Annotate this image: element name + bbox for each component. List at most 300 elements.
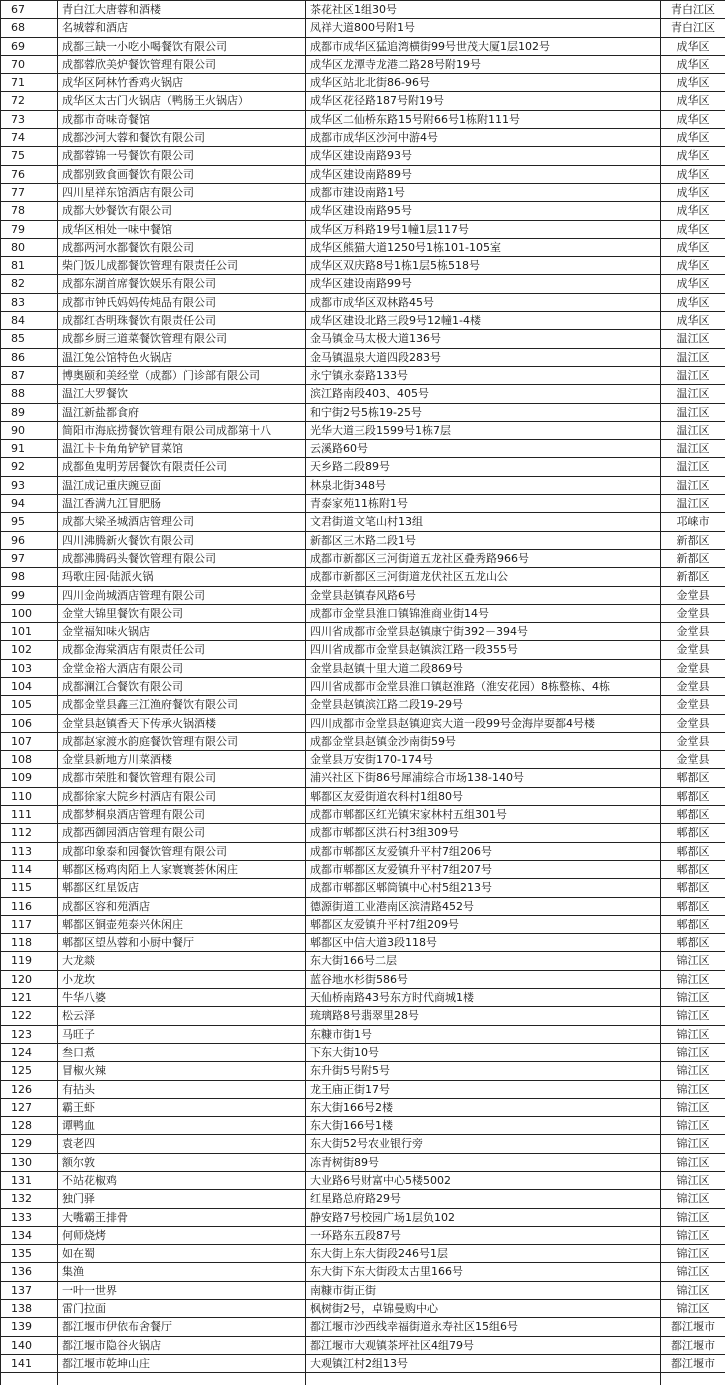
table-row — [1, 458, 725, 476]
restaurant-address-cell: 成都市成华区沙河中游4号 — [306, 129, 661, 147]
restaurant-address-cell: 一环路东五段87号 — [306, 1226, 661, 1244]
row-number-cell: 141 — [1, 1354, 58, 1372]
district-cell: 锦江区 — [661, 1062, 725, 1080]
restaurant-name-cell: 郫都区杨鸡肉陌上人家寰寰荟休闲庄 — [58, 860, 306, 878]
table-row-partial — [1, 1373, 725, 1385]
row-number-cell: 102 — [1, 641, 58, 659]
restaurant-address-cell: 成都市金堂县淮口镇锦淮商业街14号 — [306, 604, 661, 622]
restaurant-address-cell: 东大街166号1楼 — [306, 1117, 661, 1135]
table-row — [1, 165, 725, 183]
restaurant-address-cell: 金堂县赵镇春风路6号 — [306, 586, 661, 604]
restaurant-address-cell: 金马镇温泉大道四段283号 — [306, 348, 661, 366]
restaurant-name-cell: 何师烧烤 — [58, 1226, 306, 1244]
row-number-cell: 72 — [1, 92, 58, 110]
district-cell: 锦江区 — [661, 1153, 725, 1171]
district-cell: 锦江区 — [661, 1208, 725, 1226]
table-row — [1, 677, 725, 695]
row-number-cell: 116 — [1, 897, 58, 915]
restaurant-address-cell: 东大街52号农业银行旁 — [306, 1135, 661, 1153]
restaurant-name-cell: 成华区太古门火锅店（鸭肠王火锅店） — [58, 92, 306, 110]
row-number-cell: 99 — [1, 586, 58, 604]
table-row — [1, 92, 725, 110]
row-number-cell: 85 — [1, 330, 58, 348]
table-row — [1, 513, 725, 531]
restaurant-address-cell: 滨江路南段403、405号 — [306, 385, 661, 403]
table-row — [1, 1080, 725, 1098]
row-number-cell: 129 — [1, 1135, 58, 1153]
district-cell: 金堂县 — [661, 696, 725, 714]
district-cell: 金堂县 — [661, 732, 725, 750]
table-row — [1, 476, 725, 494]
district-cell: 郫都区 — [661, 787, 725, 805]
restaurant-address-cell: 成都市建设南路1号 — [306, 183, 661, 201]
row-number-cell: 94 — [1, 495, 58, 513]
restaurant-name-cell: 成都东湖首席餐饮娱乐有限公司 — [58, 275, 306, 293]
row-number-cell: 96 — [1, 531, 58, 549]
table-row — [1, 1208, 725, 1226]
restaurant-name-cell: 成都乡厨三道菜餐饮管理有限公司 — [58, 330, 306, 348]
row-number-cell: 101 — [1, 623, 58, 641]
table-row — [1, 257, 725, 275]
restaurant-name-cell: 成都赵家渡水韵庭餐饮管理有限公司 — [58, 732, 306, 750]
restaurant-name-cell: 袁老四 — [58, 1135, 306, 1153]
district-cell: 锦江区 — [661, 1098, 725, 1116]
district-cell: 郫都区 — [661, 915, 725, 933]
restaurant-name-cell: 不站花椒鸡 — [58, 1172, 306, 1190]
district-cell: 成华区 — [661, 275, 725, 293]
restaurant-name-cell: 大嘴霸王排骨 — [58, 1208, 306, 1226]
restaurant-address-cell: 成都市郫都区郫筒镇中心村5组213号 — [306, 879, 661, 897]
row-number-cell: 124 — [1, 1043, 58, 1061]
row-number-cell: 110 — [1, 787, 58, 805]
row-number-cell: 91 — [1, 440, 58, 458]
restaurant-name-cell: 成都红杏明珠餐饮有限责任公司 — [58, 312, 306, 330]
restaurant-name-cell: 成都沙河大蓉和餐饮有限公司 — [58, 129, 306, 147]
row-number-cell: 134 — [1, 1226, 58, 1244]
district-cell: 郫都区 — [661, 934, 725, 952]
row-number-cell: 89 — [1, 403, 58, 421]
table-row — [1, 147, 725, 165]
district-cell: 新都区 — [661, 531, 725, 549]
restaurant-name-cell: 大龙燚 — [58, 952, 306, 970]
restaurant-name-cell: 四川星祥东馆酒店有限公司 — [58, 183, 306, 201]
restaurant-name-cell: 郫都区红星饭店 — [58, 879, 306, 897]
district-cell: 锦江区 — [661, 1135, 725, 1153]
row-number-cell: 125 — [1, 1062, 58, 1080]
table-row — [1, 37, 725, 55]
restaurant-name-cell: 成都市荣胜和餐饮管理有限公司 — [58, 769, 306, 787]
restaurant-name-cell: 成都印象泰和园餐饮管理有限公司 — [58, 842, 306, 860]
row-number-cell: 118 — [1, 934, 58, 952]
row-number-cell: 84 — [1, 312, 58, 330]
row-number-cell: 83 — [1, 293, 58, 311]
partial-cell — [661, 1373, 725, 1385]
restaurant-name-cell: 额尔敦 — [58, 1153, 306, 1171]
district-cell: 温江区 — [661, 403, 725, 421]
district-cell: 锦江区 — [661, 989, 725, 1007]
restaurant-address-cell: 成都市成华区猛追湾横街99号世茂大厦1层102号 — [306, 37, 661, 55]
row-number-cell: 88 — [1, 385, 58, 403]
district-cell: 成华区 — [661, 110, 725, 128]
district-cell: 温江区 — [661, 330, 725, 348]
restaurant-name-cell: 名城蓉和酒店 — [58, 19, 306, 37]
row-number-cell: 135 — [1, 1245, 58, 1263]
row-number-cell: 122 — [1, 1007, 58, 1025]
table-row — [1, 787, 725, 805]
district-cell: 锦江区 — [661, 1007, 725, 1025]
table-row — [1, 970, 725, 988]
restaurant-address-cell: 成华区建设北路三段9号12幢1-4楼 — [306, 312, 661, 330]
restaurant-name-cell: 都江堰市伊依布舍餐厅 — [58, 1318, 306, 1336]
table-row — [1, 1098, 725, 1116]
district-cell: 都江堰市 — [661, 1318, 725, 1336]
restaurant-address-cell: 浦兴社区下街86号犀浦综合市场138-140号 — [306, 769, 661, 787]
restaurant-name-cell: 金堂大锦里餐饮有限公司 — [58, 604, 306, 622]
restaurant-name-cell: 有拈头 — [58, 1080, 306, 1098]
restaurant-address-cell: 东大街上东大街段246号1层 — [306, 1245, 661, 1263]
row-number-cell: 97 — [1, 549, 58, 567]
table-row — [1, 659, 725, 677]
restaurant-address-cell: 成都金堂县赵镇金沙南街59号 — [306, 732, 661, 750]
table-row — [1, 586, 725, 604]
table-row — [1, 879, 725, 897]
restaurant-name-cell: 成都别致食画餐饮有限公司 — [58, 165, 306, 183]
restaurant-name-cell: 成都沸腾码头餐饮管理有限公司 — [58, 549, 306, 567]
restaurant-name-cell: 成都徐家大院乡村酒店有限公司 — [58, 787, 306, 805]
restaurant-name-cell: 成都三缺一小吃小喝餐饮有限公司 — [58, 37, 306, 55]
restaurant-name-cell: 成都两河水都餐饮有限公司 — [58, 238, 306, 256]
district-cell: 锦江区 — [661, 1080, 725, 1098]
restaurant-name-cell: 成都大妙餐饮有限公司 — [58, 202, 306, 220]
restaurant-name-cell: 成都西御园酒店管理有限公司 — [58, 824, 306, 842]
table-row — [1, 641, 725, 659]
table-row — [1, 183, 725, 201]
restaurant-address-cell: 成都市新都区三河街道龙伏社区五龙山公 — [306, 568, 661, 586]
restaurant-name-cell: 四川沸腾新火餐饮有限公司 — [58, 531, 306, 549]
row-number-cell: 108 — [1, 751, 58, 769]
table-row — [1, 74, 725, 92]
district-cell: 邛崃市 — [661, 513, 725, 531]
restaurant-name-cell: 马旺子 — [58, 1025, 306, 1043]
row-number-cell: 123 — [1, 1025, 58, 1043]
restaurant-address-cell: 青泰家苑11栋附1号 — [306, 495, 661, 513]
restaurant-address-cell: 金马镇金马太极大道136号 — [306, 330, 661, 348]
district-cell: 锦江区 — [661, 1190, 725, 1208]
district-cell: 青白江区 — [661, 19, 725, 37]
table-row — [1, 55, 725, 73]
table-row — [1, 1190, 725, 1208]
restaurant-name-cell: 金堂金裕大酒店有限公司 — [58, 659, 306, 677]
row-number-cell: 100 — [1, 604, 58, 622]
table-row — [1, 1062, 725, 1080]
row-number-cell: 104 — [1, 677, 58, 695]
restaurant-address-cell: 林泉北街348号 — [306, 476, 661, 494]
restaurant-name-cell: 小龙坎 — [58, 970, 306, 988]
row-number-cell: 78 — [1, 202, 58, 220]
row-number-cell: 75 — [1, 147, 58, 165]
restaurant-address-cell: 成华区二仙桥东路15号附66号1栋附111号 — [306, 110, 661, 128]
restaurant-address-cell: 郫都区中信大道3段118号 — [306, 934, 661, 952]
row-number-cell: 105 — [1, 696, 58, 714]
district-cell: 郫都区 — [661, 842, 725, 860]
row-number-cell: 131 — [1, 1172, 58, 1190]
table-row — [1, 897, 725, 915]
table-row — [1, 1281, 725, 1299]
row-number-cell: 74 — [1, 129, 58, 147]
district-cell: 成华区 — [661, 238, 725, 256]
table-row — [1, 531, 725, 549]
row-number-cell: 98 — [1, 568, 58, 586]
row-number-cell: 132 — [1, 1190, 58, 1208]
table-row — [1, 915, 725, 933]
restaurant-name-cell: 郫都区铜壶苑泰兴休闲庄 — [58, 915, 306, 933]
restaurant-address-cell: 新都区三木路二段1号 — [306, 531, 661, 549]
restaurant-name-cell: 成都蓉欣美炉餐饮管理有限公司 — [58, 55, 306, 73]
table-row — [1, 1318, 725, 1336]
row-number-cell: 71 — [1, 74, 58, 92]
restaurant-address-cell: 天乡路二段89号 — [306, 458, 661, 476]
row-number-cell: 70 — [1, 55, 58, 73]
restaurant-address-cell: 成都市新都区三河街道五龙社区叠秀路966号 — [306, 549, 661, 567]
table-row — [1, 330, 725, 348]
row-number-cell: 112 — [1, 824, 58, 842]
district-cell: 温江区 — [661, 348, 725, 366]
district-cell: 温江区 — [661, 476, 725, 494]
partial-cell — [58, 1373, 306, 1385]
restaurant-address-cell: 金堂县赵镇滨江路二段19-29号 — [306, 696, 661, 714]
row-number-cell: 137 — [1, 1281, 58, 1299]
table-row — [1, 202, 725, 220]
district-cell: 成华区 — [661, 257, 725, 275]
row-number-cell: 103 — [1, 659, 58, 677]
restaurant-address-cell: 金堂县赵镇十里大道二段869号 — [306, 659, 661, 677]
restaurant-address-cell: 成华区花径路187号附19号 — [306, 92, 661, 110]
district-cell: 金堂县 — [661, 714, 725, 732]
restaurant-name-cell: 郫都区望丛蓉和小厨中餐厅 — [58, 934, 306, 952]
restaurant-name-cell: 如在蜀 — [58, 1245, 306, 1263]
restaurant-name-cell: 集渔 — [58, 1263, 306, 1281]
table-row — [1, 366, 725, 384]
restaurant-name-cell: 成都澜江合餐饮有限公司 — [58, 677, 306, 695]
district-cell: 成华区 — [661, 147, 725, 165]
row-number-cell: 114 — [1, 860, 58, 878]
restaurant-address-cell: 文君街道文笔山村13组 — [306, 513, 661, 531]
row-number-cell: 128 — [1, 1117, 58, 1135]
row-number-cell: 111 — [1, 806, 58, 824]
restaurant-name-cell: 温江成记重庆豌豆面 — [58, 476, 306, 494]
table-row — [1, 293, 725, 311]
table-row — [1, 989, 725, 1007]
table-row — [1, 714, 725, 732]
table-row — [1, 1300, 725, 1318]
restaurant-address-cell: 大业路6号财富中心5楼5002 — [306, 1172, 661, 1190]
table-row — [1, 1007, 725, 1025]
district-cell: 锦江区 — [661, 970, 725, 988]
district-cell: 郫都区 — [661, 824, 725, 842]
district-cell: 成华区 — [661, 129, 725, 147]
district-cell: 成华区 — [661, 55, 725, 73]
restaurant-name-cell: 谭鸭血 — [58, 1117, 306, 1135]
table-row — [1, 860, 725, 878]
district-cell: 成华区 — [661, 183, 725, 201]
restaurant-address-cell: 静安路7号校园广场1层负102 — [306, 1208, 661, 1226]
restaurant-address-cell: 成华区建设南路99号 — [306, 275, 661, 293]
table-row — [1, 495, 725, 513]
table-row — [1, 549, 725, 567]
restaurant-address-cell: 成华区龙潭寺龙港二路28号附19号 — [306, 55, 661, 73]
restaurant-address-cell: 和宁街2号5栋19-25号 — [306, 403, 661, 421]
table-row — [1, 732, 725, 750]
table-row — [1, 1153, 725, 1171]
district-cell: 温江区 — [661, 458, 725, 476]
row-number-cell: 130 — [1, 1153, 58, 1171]
restaurant-address-cell: 成华区站北北街86-96号 — [306, 74, 661, 92]
table-row — [1, 1226, 725, 1244]
restaurant-address-cell: 都江堰市沙西线幸福街道永寿社区15组6号 — [306, 1318, 661, 1336]
restaurant-address-cell: 蓝谷地水杉街586号 — [306, 970, 661, 988]
restaurant-name-cell: 玛歌庄园·陆派火锅 — [58, 568, 306, 586]
row-number-cell: 115 — [1, 879, 58, 897]
row-number-cell: 68 — [1, 19, 58, 37]
restaurant-name-cell: 牛华八婆 — [58, 989, 306, 1007]
restaurant-address-cell: 成华区建设南路89号 — [306, 165, 661, 183]
district-cell: 温江区 — [661, 385, 725, 403]
row-number-cell: 67 — [1, 1, 58, 19]
restaurant-name-cell: 成都市钟氏妈妈传炖品有限公司 — [58, 293, 306, 311]
restaurant-name-cell: 简阳市海底捞餐饮管理有限公司成都第十八 — [58, 421, 306, 439]
table-row — [1, 806, 725, 824]
restaurant-address-cell: 都江堰市大观镇茶坪社区4组79号 — [306, 1336, 661, 1354]
row-number-cell: 69 — [1, 37, 58, 55]
restaurant-address-cell: 天仙桥南路43号东方时代商城1楼 — [306, 989, 661, 1007]
district-cell: 锦江区 — [661, 1043, 725, 1061]
row-number-cell: 113 — [1, 842, 58, 860]
restaurant-name-cell: 松云泽 — [58, 1007, 306, 1025]
district-cell: 成华区 — [661, 92, 725, 110]
table-row — [1, 275, 725, 293]
restaurant-address-cell: 成华区熊猫大道1250号1栋101-105室 — [306, 238, 661, 256]
district-cell: 锦江区 — [661, 1300, 725, 1318]
restaurant-name-cell: 叁口煮 — [58, 1043, 306, 1061]
row-number-cell: 138 — [1, 1300, 58, 1318]
restaurant-address-cell: 东升街5号附5号 — [306, 1062, 661, 1080]
district-cell: 青白江区 — [661, 1, 725, 19]
restaurant-address-cell: 郫都区友爱镇升平村7组209号 — [306, 915, 661, 933]
row-number-cell: 82 — [1, 275, 58, 293]
restaurant-name-cell: 温江新盐都食府 — [58, 403, 306, 421]
table-row — [1, 1245, 725, 1263]
row-number-cell: 86 — [1, 348, 58, 366]
restaurant-address-cell: 成华区万科路19号1幢1层117号 — [306, 220, 661, 238]
restaurant-address-cell: 枫树街2号，卓锦曼购中心 — [306, 1300, 661, 1318]
table-row — [1, 1025, 725, 1043]
restaurant-address-cell: 成华区建设南路93号 — [306, 147, 661, 165]
restaurant-address-cell: 金堂县万安街170-174号 — [306, 751, 661, 769]
restaurant-name-cell: 成都区容和苑酒店 — [58, 897, 306, 915]
row-number-cell: 133 — [1, 1208, 58, 1226]
table-row — [1, 19, 725, 37]
district-cell: 都江堰市 — [661, 1336, 725, 1354]
table-row — [1, 312, 725, 330]
row-number-cell: 119 — [1, 952, 58, 970]
restaurant-name-cell: 成都蓉锦一号餐饮有限公司 — [58, 147, 306, 165]
row-number-cell: 127 — [1, 1098, 58, 1116]
restaurant-address-cell: 成都市郫都区友爱镇升平村7组206号 — [306, 842, 661, 860]
table-row — [1, 385, 725, 403]
district-cell: 温江区 — [661, 366, 725, 384]
restaurant-address-cell: 南糠市街正街 — [306, 1281, 661, 1299]
district-cell: 郫都区 — [661, 897, 725, 915]
table-row — [1, 696, 725, 714]
restaurant-address-cell: 郫都区友爱街道农科村1组80号 — [306, 787, 661, 805]
district-cell: 新都区 — [661, 549, 725, 567]
district-cell: 锦江区 — [661, 1117, 725, 1135]
restaurant-address-cell: 东大街下东大街段太古里166号 — [306, 1263, 661, 1281]
row-number-cell: 77 — [1, 183, 58, 201]
table-row — [1, 1135, 725, 1153]
restaurant-address-cell: 四川省成都市金堂县赵镇滨江路一段355号 — [306, 641, 661, 659]
table-row — [1, 1172, 725, 1190]
restaurant-address-cell: 东大街166号2楼 — [306, 1098, 661, 1116]
row-number-cell: 136 — [1, 1263, 58, 1281]
restaurant-name-cell: 柴门饭儿成都餐饮管理有限责任公司 — [58, 257, 306, 275]
restaurant-name-cell: 博奥颐和美经堂（成都）门诊部有限公司 — [58, 366, 306, 384]
restaurant-address-cell: 永宁镇永泰路133号 — [306, 366, 661, 384]
row-number-cell: 109 — [1, 769, 58, 787]
restaurant-name-cell: 一叶一世界 — [58, 1281, 306, 1299]
district-cell: 成华区 — [661, 202, 725, 220]
restaurant-name-cell: 温江大罗餐饮 — [58, 385, 306, 403]
district-cell: 郫都区 — [661, 860, 725, 878]
district-cell: 锦江区 — [661, 1172, 725, 1190]
restaurant-name-cell: 成都金堂县鑫三江渔府餐饮有限公司 — [58, 696, 306, 714]
row-number-cell: 90 — [1, 421, 58, 439]
table-row — [1, 1263, 725, 1281]
restaurant-name-cell: 温江卡卡角角铲铲冒菜馆 — [58, 440, 306, 458]
row-number-cell: 81 — [1, 257, 58, 275]
restaurant-name-cell: 成华区相处一味中餐馆 — [58, 220, 306, 238]
row-number-cell: 126 — [1, 1080, 58, 1098]
table-row — [1, 769, 725, 787]
restaurant-address-cell: 四川省成都市金堂县淮口镇赵淮路（淮安花园）8栋整栋、4栋 — [306, 677, 661, 695]
restaurant-name-cell: 成华区阿林竹香鸡火锅店 — [58, 74, 306, 92]
restaurant-address-cell: 光华大道三段1599号1栋7层 — [306, 421, 661, 439]
row-number-cell: 139 — [1, 1318, 58, 1336]
district-cell: 锦江区 — [661, 1281, 725, 1299]
table-row — [1, 348, 725, 366]
district-cell: 锦江区 — [661, 952, 725, 970]
row-number-cell: 92 — [1, 458, 58, 476]
row-number-cell: 87 — [1, 366, 58, 384]
table-body — [1, 1, 725, 1385]
district-cell: 都江堰市 — [661, 1354, 725, 1372]
row-number-cell: 80 — [1, 238, 58, 256]
row-number-cell: 107 — [1, 732, 58, 750]
row-number-cell: 93 — [1, 476, 58, 494]
district-cell: 成华区 — [661, 74, 725, 92]
restaurant-name-cell: 都江堰市乾坤山庄 — [58, 1354, 306, 1372]
row-number-cell: 121 — [1, 989, 58, 1007]
restaurant-name-cell: 成都金海棠酒店有限责任公司 — [58, 641, 306, 659]
restaurant-name-cell: 霸王虾 — [58, 1098, 306, 1116]
district-cell: 金堂县 — [661, 659, 725, 677]
district-cell: 金堂县 — [661, 623, 725, 641]
restaurant-name-cell: 都江堰市隐谷火锅店 — [58, 1336, 306, 1354]
restaurant-address-cell: 德源街道工业港南区滨清路452号 — [306, 897, 661, 915]
table-row — [1, 1117, 725, 1135]
row-number-cell: 79 — [1, 220, 58, 238]
restaurant-name-cell: 成都鱼鬼明芳居餐饮有限责任公司 — [58, 458, 306, 476]
